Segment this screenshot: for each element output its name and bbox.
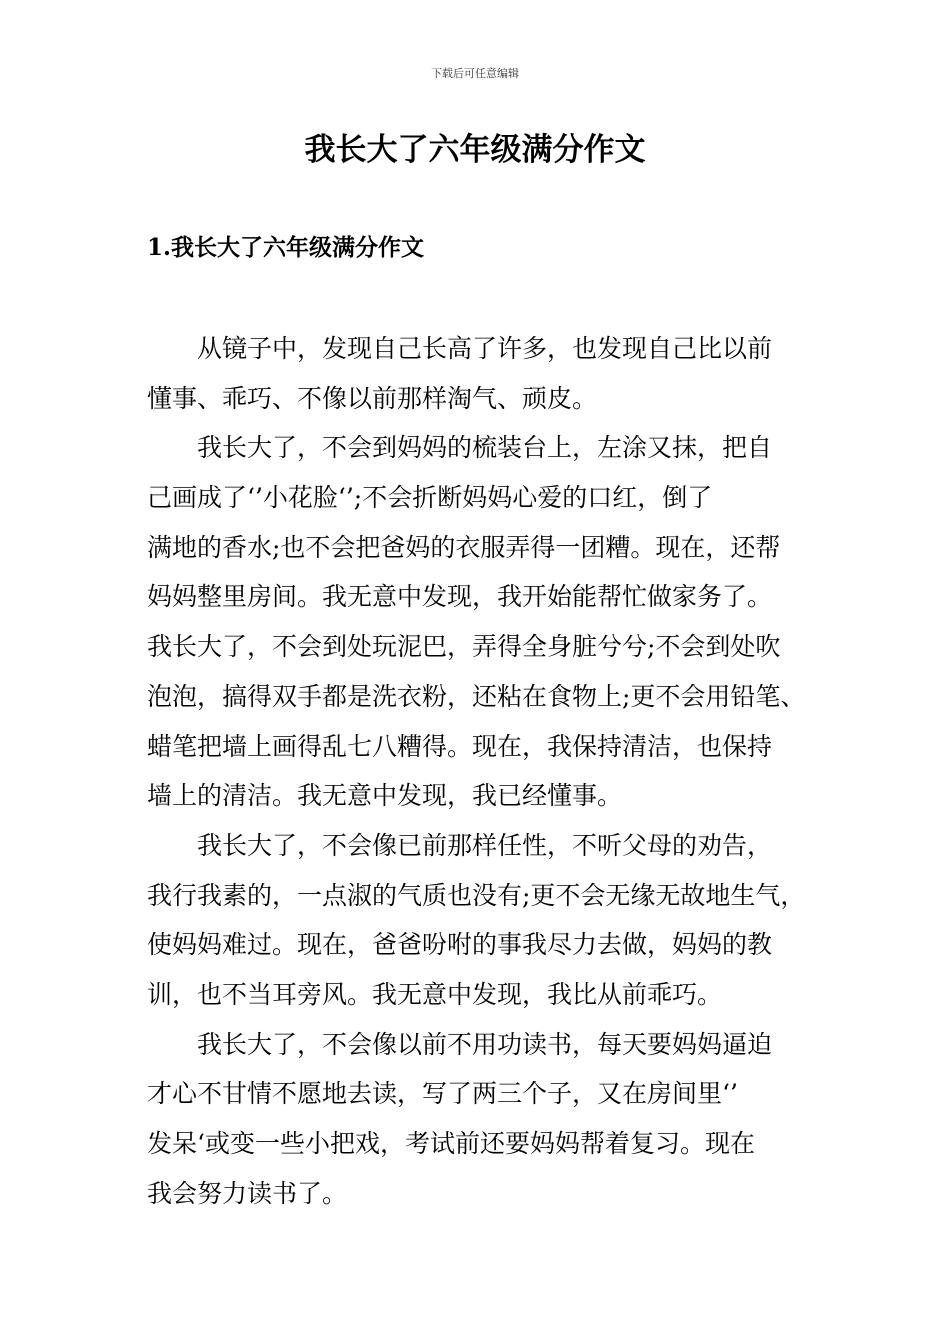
essay-line: 我长大了，不会到处玩泥巴，弄得全身脏兮兮;不会到处吹	[147, 632, 781, 662]
essay-line: 我会努力读书了。	[147, 1178, 348, 1208]
essay-line: 我长大了，不会像已前那样任性，不听父母的劝告，	[197, 830, 773, 860]
essay-line: 我行我素的，一点淑的气质也没有;更不会无缘无故地生气，	[147, 880, 806, 910]
header-note: 下载后可任意编辑	[431, 67, 519, 80]
essay-line: 墙上的清洁。我无意中发现，我已经懂事。	[147, 781, 623, 811]
section-heading: 1.我长大了六年级满分作文	[147, 234, 425, 261]
document-title: 我长大了六年级满分作文	[304, 132, 646, 168]
essay-line: 己画成了‘’小花脸‘’;不会折断妈妈心爱的口红，倒了	[147, 483, 713, 513]
essay-line: 满地的香水;也不会把爸妈的衣服弄得一团糟。现在，还帮	[147, 532, 781, 562]
essay-line: 训，也不当耳旁风。我无意中发现，我比从前乖巧。	[147, 979, 723, 1009]
essay-line: 泡泡，搞得双手都是洗衣粉，还粘在食物上;更不会用铅笔、	[147, 681, 806, 711]
essay-line: 发呆‘或变一些小把戏，考试前还要妈妈帮着复习。现在	[147, 1129, 755, 1158]
essay-line: 使妈妈难过。现在，爸爸吩咐的事我尽力去做，妈妈的教	[147, 930, 773, 960]
essay-body	[147, 324, 837, 1218]
essay-line: 我长大了，不会到妈妈的梳装台上，左涂又抹，把自	[197, 433, 773, 463]
essay-line: 懂事、乖巧、不像以前那样淘气、顽皮。	[147, 383, 598, 413]
essay-line: 从镜子中，发现自己长高了许多，也发现自己比以前	[197, 334, 773, 363]
essay-line: 妈妈整里房间。我无意中发现，我开始能帮忙做家务了。	[147, 582, 773, 612]
essay-line: 蜡笔把墙上画得乱七八糟得。现在，我保持清洁，也保持	[147, 731, 773, 761]
essay-line: 才心不甘情不愿地去读，写了两三个子，又在房间里‘’	[147, 1079, 738, 1109]
essay-line: 我长大了，不会像以前不用功读书，每天要妈妈逼迫	[197, 1029, 773, 1059]
